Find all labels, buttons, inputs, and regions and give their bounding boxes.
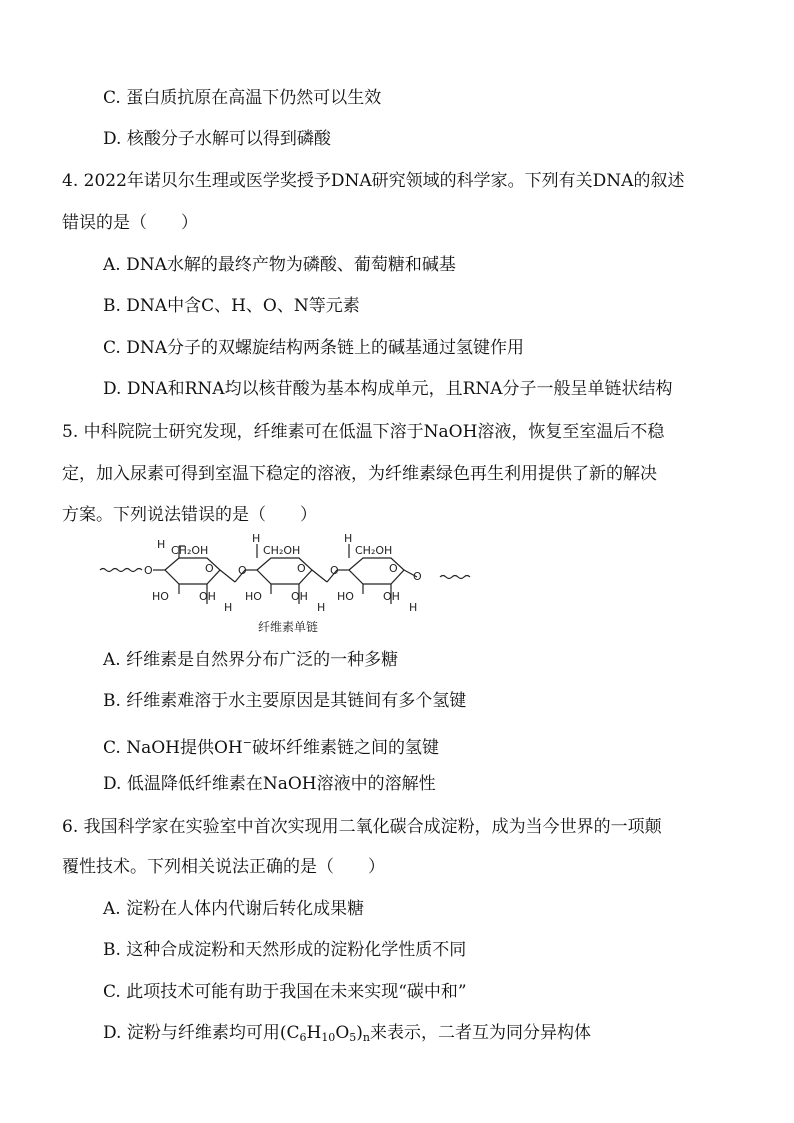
fig-h-label: H	[409, 601, 418, 614]
q6-option-c: C. 此项技术可能有助于我国在未来实现“碳中和”	[103, 982, 467, 1002]
q4-stem-line1: 4. 2022年诺贝尔生理或医学奖授予DNA研究领域的科学家。下列有关DNA的叙述	[62, 171, 685, 191]
fig-ring-o-label: O	[205, 562, 214, 575]
q6-option-d-o: O	[335, 1023, 350, 1043]
q6-option-b: B. 这种合成淀粉和天然形成的淀粉化学性质不同	[103, 940, 467, 960]
fig-ch2oh-label: CH₂OH	[171, 544, 209, 557]
q5-option-c-superscript: −	[242, 736, 252, 749]
q3-option-d: D. 核酸分子水解可以得到磷酸	[103, 129, 331, 149]
fig-h-label: H	[224, 601, 233, 614]
left-wavy-bond	[100, 569, 142, 572]
fig-o-label: O	[413, 570, 422, 583]
figure-caption: 纤维素单链	[258, 620, 319, 634]
q6-option-d-close: )	[356, 1023, 363, 1043]
q4-option-b: B. DNA中含C、H、O、N等元素	[103, 296, 360, 316]
fig-ho-label: HO	[152, 590, 169, 603]
q6-option-a: A. 淀粉在人体内代谢后转化成果糖	[103, 899, 365, 919]
fig-oh-label: OH	[383, 590, 400, 603]
fig-ho-label: HO	[245, 590, 262, 603]
right-wavy-bond	[440, 576, 470, 579]
fig-o-label: O	[144, 564, 153, 577]
fig-h-label: H	[157, 538, 166, 551]
q6-option-d-subscript-n: n	[362, 1031, 370, 1044]
fig-ho-label: HO	[337, 590, 354, 603]
q5-stem-line1: 5. 中科院院士研究发现，纤维素可在低温下溶于NaOH溶液，恢复至室温后不稳	[62, 422, 665, 442]
q4-option-d: D. DNA和RNA均以核苷酸为基本构成单元，且RNA分子一般呈单链状结构	[103, 379, 673, 399]
q4-option-c: C. DNA分子的双螺旋结构两条链上的碱基通过氢键作用	[103, 338, 524, 358]
q6-option-d-text-post: 来表示，二者互为同分异构体	[369, 1023, 591, 1043]
fig-oh-label: OH	[199, 590, 216, 603]
q5-option-b: B. 纤维素难溶于水主要原因是其链间有多个氢键	[103, 691, 467, 711]
fig-oh-label: OH	[291, 590, 308, 603]
q5-option-d: D. 低温降低纤维素在NaOH溶液中的溶解性	[103, 774, 436, 794]
q6-option-d-subscript-h: 10	[321, 1031, 336, 1044]
q4-stem-line2: 错误的是（ ）	[62, 213, 198, 233]
q6-option-d-subscript-o: 5	[349, 1031, 357, 1044]
q6-option-d-h: H	[306, 1023, 322, 1043]
q3-option-c: C. 蛋白质抗原在高温下仍然可以生效	[103, 88, 382, 108]
q5-option-c	[103, 731, 439, 760]
fig-o-label: O	[330, 564, 339, 577]
q4-option-a: A. DNA水解的最终产物为磷酸、葡萄糖和碱基	[103, 255, 456, 275]
q5-stem-line2: 定，加入尿素可得到室温下稳定的溶液，为纤维素绿色再生利用提供了新的解决	[62, 464, 657, 484]
q5-option-c-text-pre: C. NaOH提供OH	[103, 738, 243, 758]
fig-ring-o-label: O	[297, 562, 306, 575]
fig-o-label: O	[238, 564, 247, 577]
q5-stem-line3: 方案。下列说法错误的是（ ）	[62, 505, 317, 525]
q6-option-d-text-pre: D. 淀粉与纤维素均可用(C	[103, 1023, 300, 1043]
fig-h-label: H	[344, 532, 353, 545]
fig-ch2oh-label: CH₂OH	[355, 544, 393, 557]
fig-h-label: H	[317, 601, 326, 614]
q6-option-d-subscript-c: 6	[299, 1031, 307, 1044]
q6-stem-line2: 覆性技术。下列相关说法正确的是（ ）	[62, 857, 385, 877]
q5-option-c-text-post: 破坏纤维素链之间的氢键	[251, 738, 439, 758]
q5-option-a: A. 纤维素是自然界分布广泛的一种多糖	[103, 650, 399, 670]
fig-ch2oh-label: CH₂OH	[263, 544, 301, 557]
fig-h-label: H	[252, 532, 261, 545]
fig-ring-o-label: O	[389, 562, 398, 575]
q6-option-d	[103, 1021, 591, 1050]
q6-stem-line1: 6. 我国科学家在实验室中首次实现用二氧化碳合成淀粉，成为当今世界的一项颠	[62, 817, 662, 837]
